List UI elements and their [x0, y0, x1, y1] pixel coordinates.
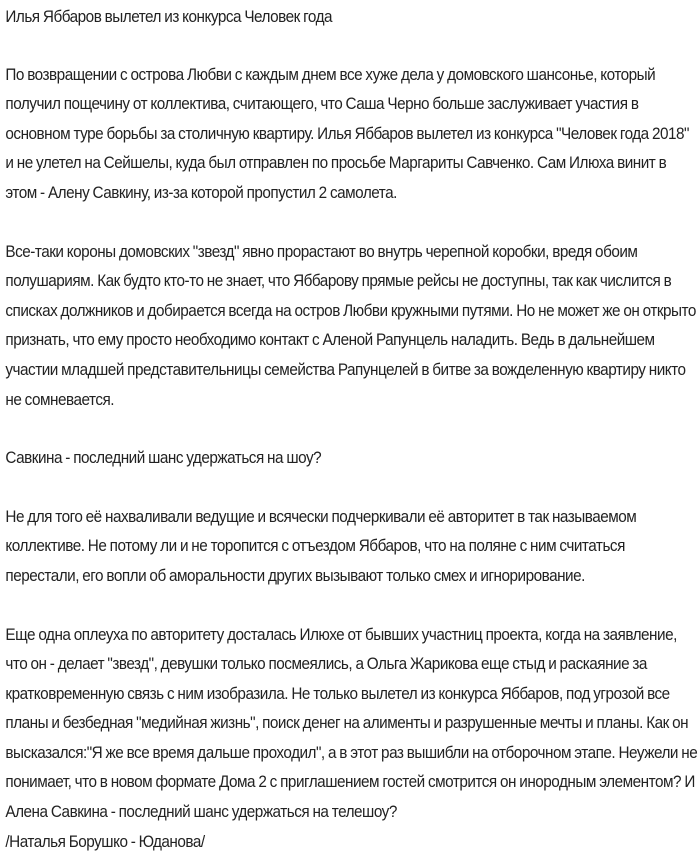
- subheading-savkina: Савкина - последний шанс удержаться на шоу?: [5, 448, 322, 468]
- author-signature: /Наталья Борушко - Юданова/: [5, 831, 205, 851]
- article-title: Илья Яббаров вылетел из конкурса Человек года: [5, 7, 333, 26]
- paragraph-intro: По возвращении с острова Любви с каждым днем все хуже дела у домовского шансонье, который получил пощечину от коллектива, считающего, что Саша Черно больше заслуживает участия в основном туре борьбы за столичную квартиру. Илья Яббаров вылетел из конкурса "Человек года 2018" и не улетел на Сейшелы, куда был отправлен по просьбе Маргариты Савченко. Сам Илюха винит в этом - Алену Савкину, из-за которой пропустил 2 самолета.: [5, 64, 690, 202]
- paragraph-authority: Не для того её нахваливали ведущие и всячески подчеркивали её авторитет в так называемом коллективе. Не потому ли и не торопится с отъездом Яббаров, что на поляне с ним считаться перестали, его вопли об аморальности других вызывают только смех и игнорирование.: [5, 506, 637, 585]
- paragraph-slap: Еще одна оплеуха по авторитету досталась Илюхе от бывших участниц проекта, когда на заявление, что он - делает "звезд", девушки только посмеялись, а Ольга Жарикова еще стыд и раскаяние за кратковременную связь с ним изобразила. Не только вылетел из конкурса Яббаров, под угрозой все планы и безбедная "медийная жизнь", поиск денег на алименты и разрушенные мечты и планы. Как он высказался:"Я же все время дальше проходил", а в этот раз вышибли на отборочном этапе. Неужели не понимает, что в новом формате Дома 2 с приглашением гостей смотрится он инородным элементом? И Алена Савкина - последний шанс удержаться на телешоу?: [5, 624, 698, 822]
- paragraph-crowns: Все-таки короны домовских "звезд" явно прорастают во внутрь черепной коробки, вредя обоим полушариям. Как будто кто-то не знает, что Яббарову прямые рейсы не доступны, так как числится в списках должников и добирается всегда на остров Любви кружными путями. Но не может же он открыто признать, что ему просто необходимо контакт с Аленой Рапунцель наладить. Ведь в дальнейшем участии младшей представительницы семейства Рапунцелей в битве за вожделенную квартиру никто не сомневается.: [5, 241, 696, 409]
